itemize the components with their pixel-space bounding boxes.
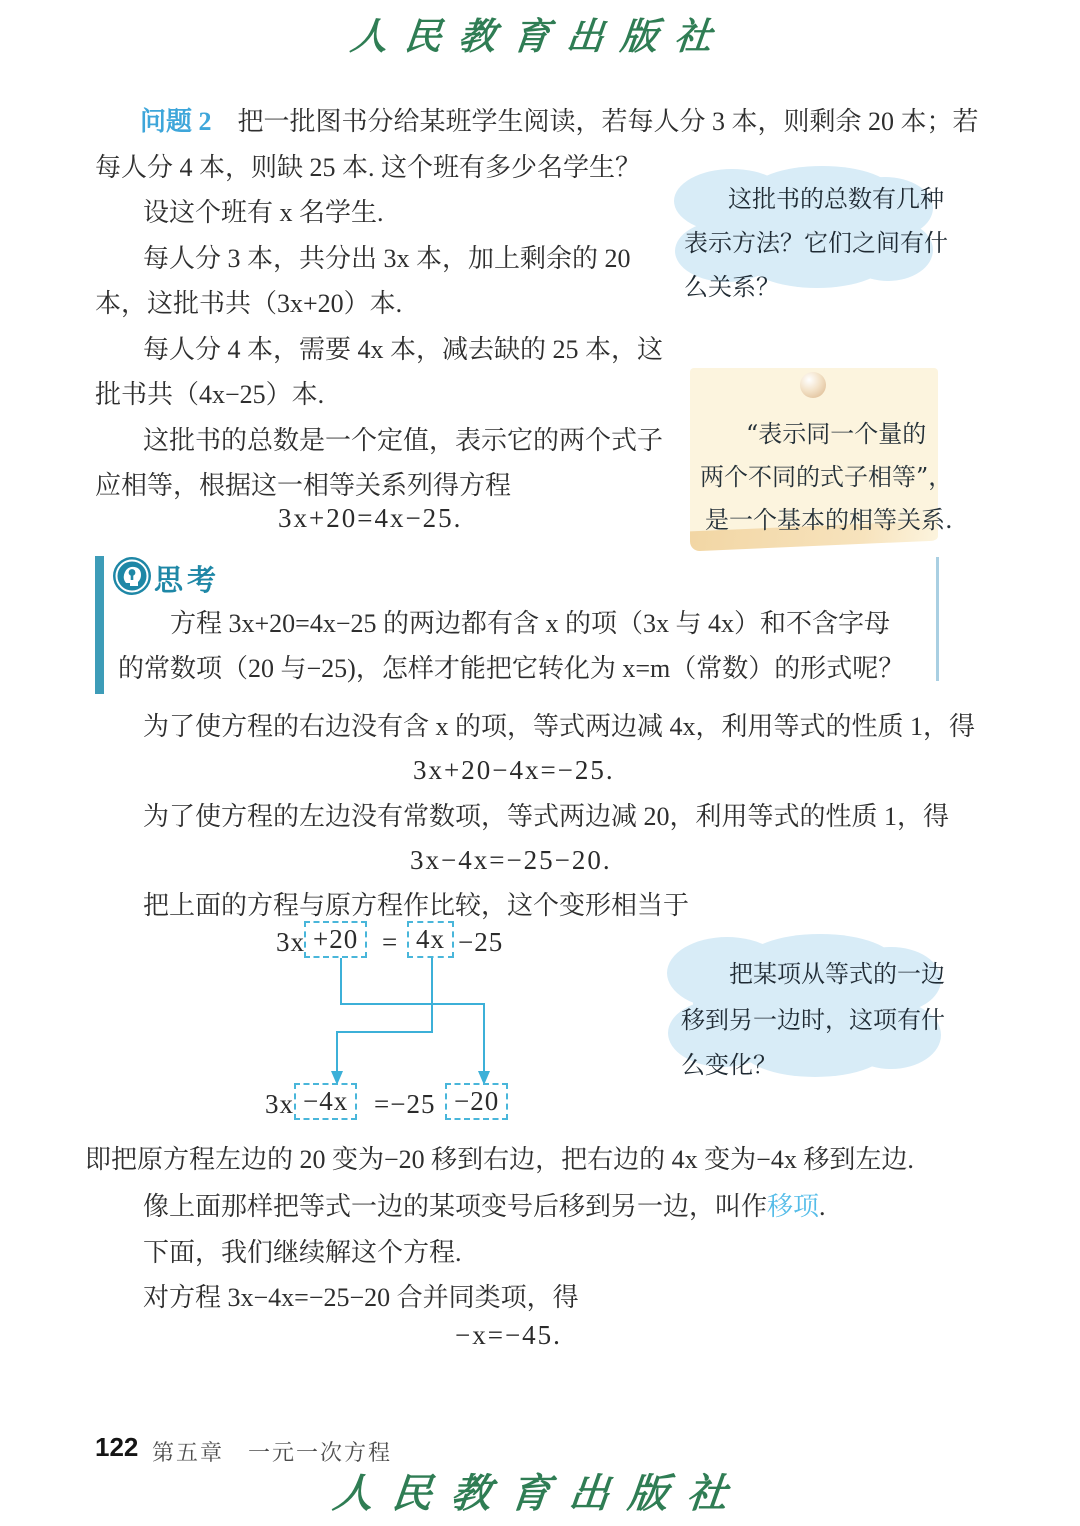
diagram-term: −25 <box>458 927 504 957</box>
problem-label: 问题 2 <box>140 107 212 136</box>
chapter-title: 第五章 一元一次方程 <box>152 1440 393 1465</box>
publisher-watermark-bottom: 人民教育出版社 <box>330 1470 749 1517</box>
diagram-term: =−25 <box>374 1089 436 1119</box>
bubble-text: 移到另一边时，这项有什 <box>681 1006 945 1034</box>
equation-original: 3x+20=4x−25. <box>278 503 463 533</box>
diagram-boxed-term: +20 <box>304 921 367 958</box>
problem-line <box>140 105 979 139</box>
thought-bubble-move-term <box>665 928 943 1088</box>
diagram-term: 3x <box>265 1089 294 1119</box>
note-pin <box>800 372 826 398</box>
think-box-left-bar <box>95 556 104 694</box>
diagram-boxed-term: 4x <box>407 921 454 958</box>
problem-line: 每人分 4 本，需要 4x 本，减去缺的 25 本，这 <box>143 335 664 364</box>
bubble-text: 这批书的总数有几种 <box>728 185 944 213</box>
bubble-text: 么关系？ <box>684 273 780 301</box>
derivation-line: 为了使方程的左边没有常数项，等式两边减 20，利用等式的性质 1，得 <box>143 802 950 831</box>
note-text: 是一个基本的相等关系. <box>705 506 953 534</box>
conclusion-line: 对方程 3x−4x=−25−20 合并同类项，得 <box>143 1283 579 1312</box>
bubble-text: 么变化？ <box>681 1051 777 1079</box>
think-icon <box>112 556 152 596</box>
publisher-watermark-top: 人民教育出版社 <box>348 14 731 58</box>
diagram-term: 3x <box>276 927 305 957</box>
move-term-arrows <box>250 952 570 1092</box>
problem-line: 设这个班有 x 名学生. <box>143 198 384 227</box>
think-box-title: 思考 <box>154 565 221 597</box>
conclusion-text: . <box>819 1192 826 1221</box>
page-number: 122 <box>95 1432 139 1462</box>
bubble-text: 表示方法？它们之间有什 <box>684 229 948 257</box>
diagram-equals: = <box>382 927 399 957</box>
note-text: 两个不同的式子相等”， <box>700 463 953 491</box>
problem-line: 应相等，根据这一相等关系列得方程 <box>95 471 512 500</box>
derivation-line: 为了使方程的右边没有含 x 的项，等式两边减 4x，利用等式的性质 1，得 <box>143 712 976 741</box>
diagram-boxed-term: −20 <box>445 1083 508 1120</box>
problem-line: 本，这批书共（3x+20）本. <box>95 289 403 318</box>
equation-step2: 3x−4x=−25−20. <box>410 845 612 875</box>
problem-line: 每人分 4 本，则缺 25 本. 这个班有多少名学生？ <box>95 153 642 182</box>
think-box-line: 方程 3x+20=4x−25 的两边都有含 x 的项（3x 与 4x）和不含字母 <box>170 609 890 638</box>
problem-line: 每人分 3 本，共分出 3x 本，加上剩余的 20 <box>143 244 631 273</box>
problem-line: 批书共（4x−25）本. <box>95 380 325 409</box>
problem-text: 把一批图书分给某班学生阅读，若每人分 3 本，则剩余 20 本；若 <box>237 107 979 136</box>
bubble-text: 把某项从等式的一边 <box>729 960 945 988</box>
conclusion-line: 下面，我们继续解这个方程. <box>143 1238 462 1267</box>
problem-line: 这批书的总数是一个定值，表示它的两个式子 <box>143 426 664 455</box>
equation-result: −x=−45. <box>455 1320 562 1350</box>
conclusion-line: 即把原方程左边的 20 变为−20 移到右边，把右边的 4x 变为−4x 移到左边. <box>85 1145 914 1174</box>
conclusion-text: 像上面那样把等式一边的某项变号后移到另一边，叫作 <box>143 1192 768 1221</box>
note-text: “表示同一个量的 <box>746 420 927 448</box>
equation-step1: 3x+20−4x=−25. <box>413 755 615 785</box>
think-box-right-line <box>936 557 939 681</box>
diagram-boxed-term: −4x <box>294 1083 357 1120</box>
sticky-note-equal-relation <box>690 368 953 540</box>
conclusion-line <box>143 1190 826 1224</box>
think-box-line: 的常数项（20 与−25)，怎样才能把它转化为 x=m（常数）的形式呢？ <box>118 654 905 683</box>
term-yixiang: 移项 <box>767 1192 820 1221</box>
thought-bubble-books-total <box>672 163 948 301</box>
derivation-line: 把上面的方程与原方程作比较，这个变形相当于 <box>143 891 690 920</box>
